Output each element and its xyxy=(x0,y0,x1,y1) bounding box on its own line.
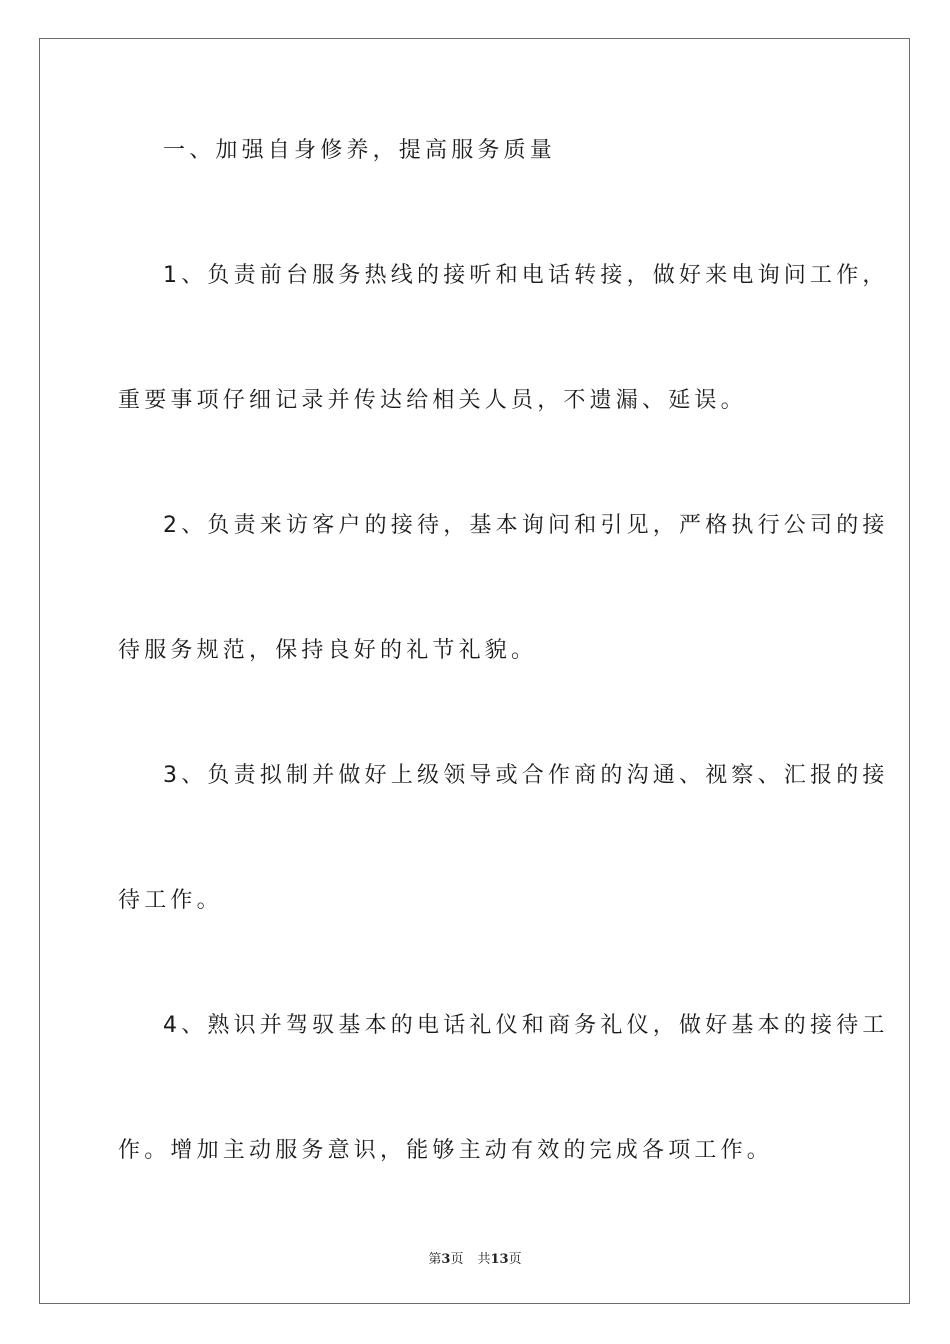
page-prefix: 第 xyxy=(428,1252,442,1267)
paragraph-1-line-1: 1、负责前台服务热线的接听和电话转接，做好来电询问工作， xyxy=(163,263,889,288)
paragraph-1-line-2: 重要事项仔细记录并传达给相关人员，不遗漏、延误。 xyxy=(118,388,747,413)
page-footer xyxy=(0,1248,950,1267)
paragraph-2-line-1: 2、负责来访客户的接待，基本询问和引见，严格执行公司的接 xyxy=(163,513,889,538)
section-heading: 一、加强自身修养，提高服务质量 xyxy=(163,138,557,163)
paragraph-2-line-2: 待服务规范，保持良好的礼节礼貌。 xyxy=(118,638,538,663)
paragraph-3-line-2: 待工作。 xyxy=(118,888,223,913)
paragraph-3-line-1: 3、负责拟制并做好上级领导或合作商的沟通、视察、汇报的接 xyxy=(163,763,889,788)
total-prefix: 共 xyxy=(477,1252,491,1267)
total-pages: 13 xyxy=(490,1252,509,1267)
total-suffix: 页 xyxy=(508,1252,522,1267)
page-frame xyxy=(39,38,910,1304)
page-number: 3 xyxy=(441,1252,451,1267)
paragraph-4-line-1: 4、熟识并驾驭基本的电话礼仪和商务礼仪，做好基本的接待工 xyxy=(163,1013,889,1038)
page-suffix: 页 xyxy=(450,1252,464,1267)
paragraph-4-line-2: 作。增加主动服务意识，能够主动有效的完成各项工作。 xyxy=(118,1138,774,1163)
